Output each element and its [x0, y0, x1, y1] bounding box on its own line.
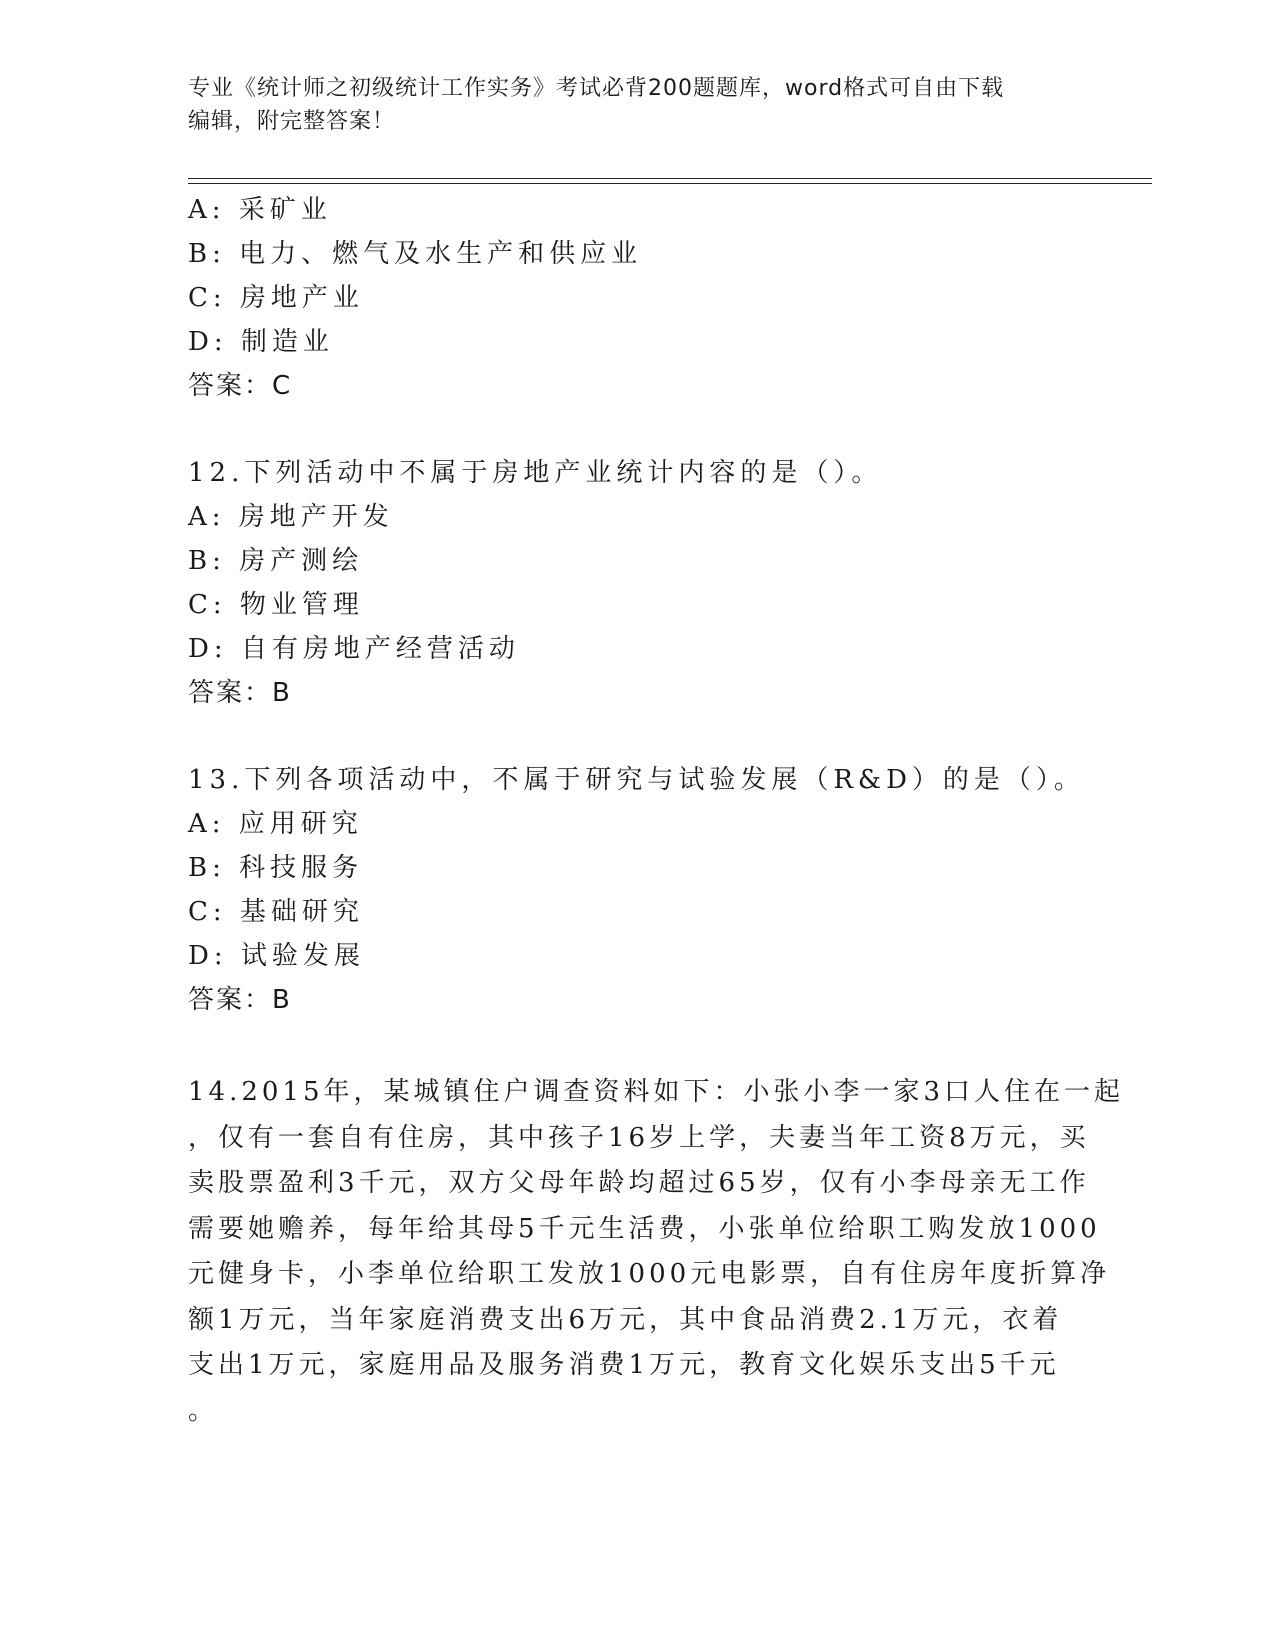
- header-title-line-1: 专业《统计师之初级统计工作实务》考试必背200题题库，word格式可自由下载: [188, 76, 1005, 101]
- q12-option-b: B: 房产测绘: [188, 546, 364, 576]
- q13-question: 13.下列各项活动中，不属于研究与试验发展（R&D）的是（）。: [188, 765, 1085, 795]
- q14-line-3: 卖股票盈利3千元，双方父母年龄均超过65岁，仅有小李母亲无工作: [188, 1168, 1090, 1198]
- q14-line-8: 。: [188, 1395, 219, 1426]
- q13-answer: 答案：B: [188, 985, 292, 1015]
- q12-question: 12.下列活动中不属于房地产业统计内容的是（）。: [188, 458, 883, 488]
- q14-line-5: 元健身卡，小李单位给职工发放1000元电影票，自有住房年度折算净: [188, 1259, 1111, 1289]
- q13-option-d: D: 试验发展: [188, 941, 365, 971]
- q11-option-a: A: 采矿业: [188, 195, 332, 225]
- q14-line-6: 额1万元，当年家庭消费支出6万元，其中食品消费2.1万元，衣着: [188, 1304, 1063, 1335]
- q12-option-a: A: 房地产开发: [188, 502, 394, 532]
- q12-option-c: C: 物业管理: [188, 590, 364, 620]
- q14-line-7: 支出1万元，家庭用品及服务消费1万元，教育文化娱乐支出5千元: [188, 1350, 1060, 1380]
- q14-line-1: 14.2015年，某城镇住户调查资料如下：小张小李一家3口人住在一起: [188, 1077, 1125, 1107]
- header-title-line-2: 编辑，附完整答案！: [188, 109, 396, 134]
- q13-option-b: B: 科技服务: [188, 853, 364, 883]
- q13-option-c: C: 基础研究: [188, 897, 364, 927]
- q12-option-d: D: 自有房地产经营活动: [188, 634, 520, 664]
- q11-option-b: B: 电力、燃气及水生产和供应业: [188, 239, 643, 269]
- q14-line-4: 需要她赡养，每年给其母5千元生活费，小张单位给职工购发放1000: [188, 1213, 1101, 1244]
- q11-answer: 答案：C: [188, 371, 293, 401]
- header-divider-bottom: [188, 183, 1152, 184]
- q14-question: [188, 1070, 1125, 1434]
- q11-option-d: D: 制造业: [188, 327, 334, 357]
- header-divider-top: [188, 178, 1152, 179]
- q11-option-c: C: 房地产业: [188, 283, 364, 313]
- document-header: [188, 72, 1088, 138]
- q14-line-2: ，仅有一套自有住房，其中孩子16岁上学，夫妻当年工资8万元，买: [188, 1122, 1090, 1153]
- q12-answer: 答案：B: [188, 678, 292, 708]
- q13-option-a: A: 应用研究: [188, 809, 363, 839]
